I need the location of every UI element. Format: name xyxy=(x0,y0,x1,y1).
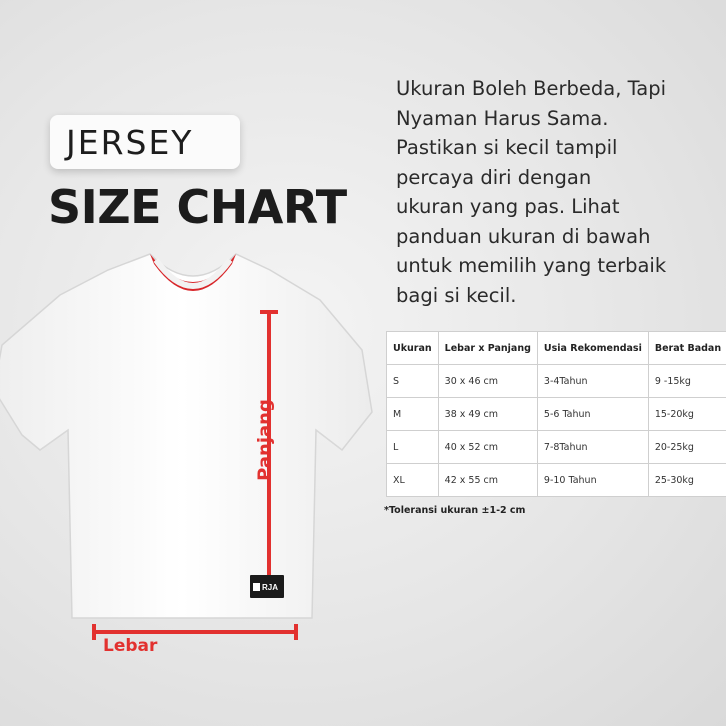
table-cell: 9 -15kg xyxy=(648,365,726,398)
column-header: Ukuran xyxy=(387,332,439,365)
table-row xyxy=(387,431,726,464)
table-cell: S xyxy=(387,365,439,398)
shirt-body xyxy=(0,254,372,618)
table-cell: L xyxy=(387,431,439,464)
table-cell: M xyxy=(387,398,439,431)
tolerance-note: *Toleransi ukuran ±1-2 cm xyxy=(384,505,526,516)
jersey-illustration xyxy=(0,240,380,660)
description-line: bagi si kecil. xyxy=(396,283,517,307)
description-line: untuk memilih yang terbaik xyxy=(396,254,667,277)
table-cell: 30 x 46 cm xyxy=(438,365,537,398)
description-line: percaya diri dengan xyxy=(396,165,592,189)
column-header: Berat Badan xyxy=(648,332,726,365)
table-cell: 40 x 52 cm xyxy=(438,431,537,464)
jersey-tag-label: JERSEY xyxy=(66,122,194,162)
description-line: ukuran yang pas. Lihat xyxy=(396,195,620,218)
table-cell: 7-8Tahun xyxy=(537,431,648,464)
description-line: Pastikan si kecil tampil xyxy=(396,136,618,159)
table-cell: 25-30kg xyxy=(648,464,726,497)
size-table xyxy=(386,331,726,497)
table-cell: 20-25kg xyxy=(648,431,726,464)
table-row xyxy=(387,365,726,398)
table-cell: 5-6 Tahun xyxy=(537,398,648,431)
table-cell: 42 x 55 cm xyxy=(438,464,537,497)
brand-label xyxy=(250,575,284,598)
description-text xyxy=(396,74,696,310)
column-header: Usia Rekomendasi xyxy=(537,332,648,365)
table-row xyxy=(387,464,726,497)
width-label: Lebar xyxy=(103,636,158,656)
description-line: Nyaman Harus Sama. xyxy=(396,106,609,130)
table-cell: 38 x 49 cm xyxy=(438,398,537,431)
jersey-tag xyxy=(50,115,240,169)
table-cell: 9-10 Tahun xyxy=(537,464,648,497)
table-header-row xyxy=(387,332,726,365)
table-row xyxy=(387,398,726,431)
size-chart-title: SIZE CHART xyxy=(48,180,347,234)
table-cell: XL xyxy=(387,464,439,497)
table-cell: 3-4Tahun xyxy=(537,365,648,398)
description-line: Ukuran Boleh Berbeda, Tapi xyxy=(396,77,667,100)
length-label: Panjang xyxy=(254,399,276,481)
column-header: Lebar x Panjang xyxy=(438,332,537,365)
brand-label-text: RJA xyxy=(262,583,279,592)
table-cell: 15-20kg xyxy=(648,398,726,431)
description-line: panduan ukuran di bawah xyxy=(396,224,651,248)
